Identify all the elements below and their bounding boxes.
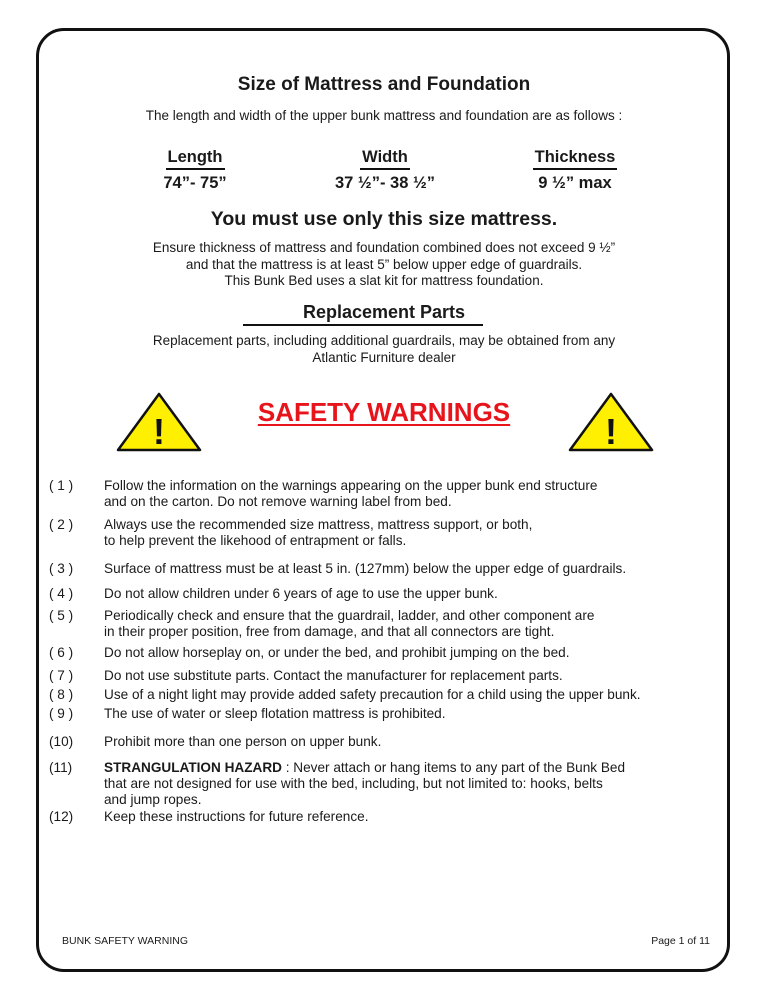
- warning-triangle-left-icon: [114, 390, 204, 454]
- warning-line: and jump ropes.: [104, 792, 202, 807]
- strangulation-hazard-label: STRANGULATION HAZARD: [104, 760, 282, 775]
- replacement-underline: [243, 324, 483, 326]
- warning-number: ( 1 ): [49, 478, 74, 493]
- replacement-title: Replacement Parts: [302, 302, 466, 322]
- dimension-length: [140, 148, 250, 193]
- warning-number: ( 9 ): [49, 706, 74, 721]
- warning-line: to help prevent the likehood of entrapment or falls.: [104, 533, 407, 548]
- warning-line: Do not allow children under 6 years of age to use the upper bunk.: [104, 586, 498, 601]
- warning-line: : Never attach or hang items to any part of the Bunk Bed: [281, 760, 626, 775]
- dimension-label: Length: [166, 148, 225, 170]
- dimension-value: 9 ½” max: [538, 174, 612, 192]
- warning-line: that are not designed for use with the bed, including, but not limited to: hooks, belts: [104, 776, 603, 791]
- warning-line: Do not use substitute parts. Contact the manufacturer for replacement parts.: [104, 668, 563, 683]
- dimension-value: 74”- 75”: [163, 174, 227, 192]
- warning-line: Keep these instructions for future reference.: [104, 809, 369, 824]
- warning-line: Prohibit more than one person on upper bunk.: [104, 734, 382, 749]
- warning-number: (11): [49, 760, 73, 775]
- warning-number: ( 2 ): [49, 517, 74, 532]
- ensure-line: and that the mattress is at least 5” below upper edge of guardrails.: [185, 256, 583, 272]
- warning-number: (10): [49, 734, 74, 749]
- warning-number: ( 5 ): [49, 608, 74, 623]
- page-number: Page 1 of 11: [651, 935, 710, 947]
- warning-line: Periodically check and ensure that the guardrail, ladder, and other component are: [104, 608, 595, 623]
- warning-line: The use of water or sleep flotation mattress is prohibited.: [104, 706, 446, 721]
- warning-glyph: !: [153, 411, 165, 452]
- warning-triangle-right-icon: [566, 390, 656, 454]
- warning-line: Surface of mattress must be at least 5 in. (127mm) below the upper edge of guardrails.: [104, 561, 627, 576]
- ensure-line: This Bunk Bed uses a slat kit for mattress foundation.: [224, 273, 544, 288]
- warning-line: Do not allow horseplay on, or under the bed, and prohibit jumping on the bed.: [104, 645, 570, 660]
- warning-number: ( 3 ): [49, 561, 74, 576]
- footer-title: BUNK SAFETY WARNING: [62, 935, 189, 947]
- mattress-heading: Size of Mattress and Foundation: [237, 74, 531, 95]
- warning-line: Use of a night light may provide added safety precaution for a child using the upper bunk.: [104, 687, 641, 702]
- warning-glyph: !: [605, 411, 617, 452]
- dimension-thickness: [510, 148, 640, 193]
- dimension-label: Thickness: [533, 148, 618, 170]
- dimension-width: [315, 148, 455, 193]
- dimension-label: Width: [360, 148, 410, 170]
- warning-number: (12): [49, 809, 74, 824]
- warning-line: and on the carton. Do not remove warning label from bed.: [104, 494, 452, 509]
- ensure-text: [0, 240, 768, 290]
- warning-line: Follow the information on the warnings appearing on the upper bunk end structure: [104, 478, 598, 493]
- must-use-text: You must use only this size mattress.: [210, 208, 558, 230]
- warning-number: ( 4 ): [49, 586, 74, 601]
- ensure-line: Ensure thickness of mattress and foundation combined does not exceed 9 ½”: [152, 240, 616, 255]
- intro-text: The length and width of the upper bunk mattress and foundation are as follows :: [145, 108, 623, 123]
- replacement-text: [0, 333, 768, 366]
- replacement-line: Atlantic Furniture dealer: [312, 349, 456, 365]
- dimension-value: 37 ½”- 38 ½”: [335, 174, 435, 192]
- warning-number: ( 6 ): [49, 645, 74, 660]
- warning-line: in their proper position, free from damage, and that all connectors are tight.: [104, 624, 555, 639]
- safety-warnings-title: SAFETY WARNINGS: [257, 397, 511, 427]
- warning-line: Always use the recommended size mattress, mattress support, or both,: [104, 517, 533, 532]
- warning-number: ( 7 ): [49, 668, 74, 683]
- replacement-line: Replacement parts, including additional guardrails, may be obtained from any: [152, 333, 616, 348]
- warning-number: ( 8 ): [49, 687, 74, 702]
